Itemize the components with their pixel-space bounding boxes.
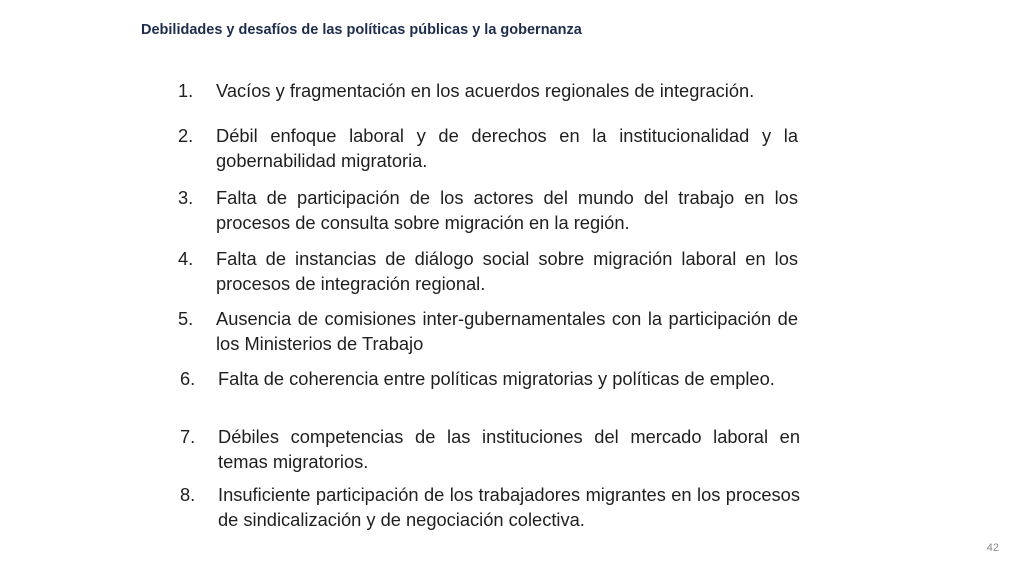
list-item	[178, 306, 800, 358]
list-item	[178, 123, 800, 175]
list-item-number: 5.	[178, 308, 194, 329]
page-number: 42	[986, 542, 999, 554]
list-item	[178, 185, 800, 237]
list-item-text: Falta de coherencia entre políticas migratorias y políticas de empleo.	[218, 368, 775, 389]
slide-title: Debilidades y desafíos de las políticas públicas y la gobernanza	[141, 22, 582, 38]
list-item-number: 8.	[180, 484, 196, 505]
list-item	[178, 78, 800, 104]
list-item	[178, 246, 800, 298]
list-item-number: 1.	[178, 80, 194, 101]
list-item-number: 7.	[180, 426, 196, 447]
list-item	[180, 366, 802, 418]
list-item-number: 2.	[178, 125, 194, 146]
list-item-text: Ausencia de comisiones inter-gubernamentales con la participación de los Ministerios de Trabajo	[216, 308, 798, 354]
list-item-text: Débiles competencias de las instituciones del mercado laboral en temas migratorios.	[218, 426, 800, 472]
list-item-number: 4.	[178, 248, 194, 269]
list-item-text: Débil enfoque laboral y de derechos en la institucionalidad y la gobernabilidad migratoria.	[216, 125, 798, 171]
list-item	[180, 424, 802, 476]
list-item-number: 3.	[178, 187, 194, 208]
list-item-text: Falta de instancias de diálogo social sobre migración laboral en los procesos de integración regional.	[216, 248, 798, 294]
list-item-text: Falta de participación de los actores del mundo del trabajo en los procesos de consulta sobre migración en la región.	[216, 187, 798, 233]
list-item-text: Vacíos y fragmentación en los acuerdos regionales de integración.	[216, 80, 755, 101]
list-item	[180, 482, 802, 534]
list-item-number: 6.	[180, 368, 196, 389]
list-item-text: Insuficiente participación de los trabajadores migrantes en los procesos de sindicalización y de negociación colectiva.	[218, 484, 800, 530]
